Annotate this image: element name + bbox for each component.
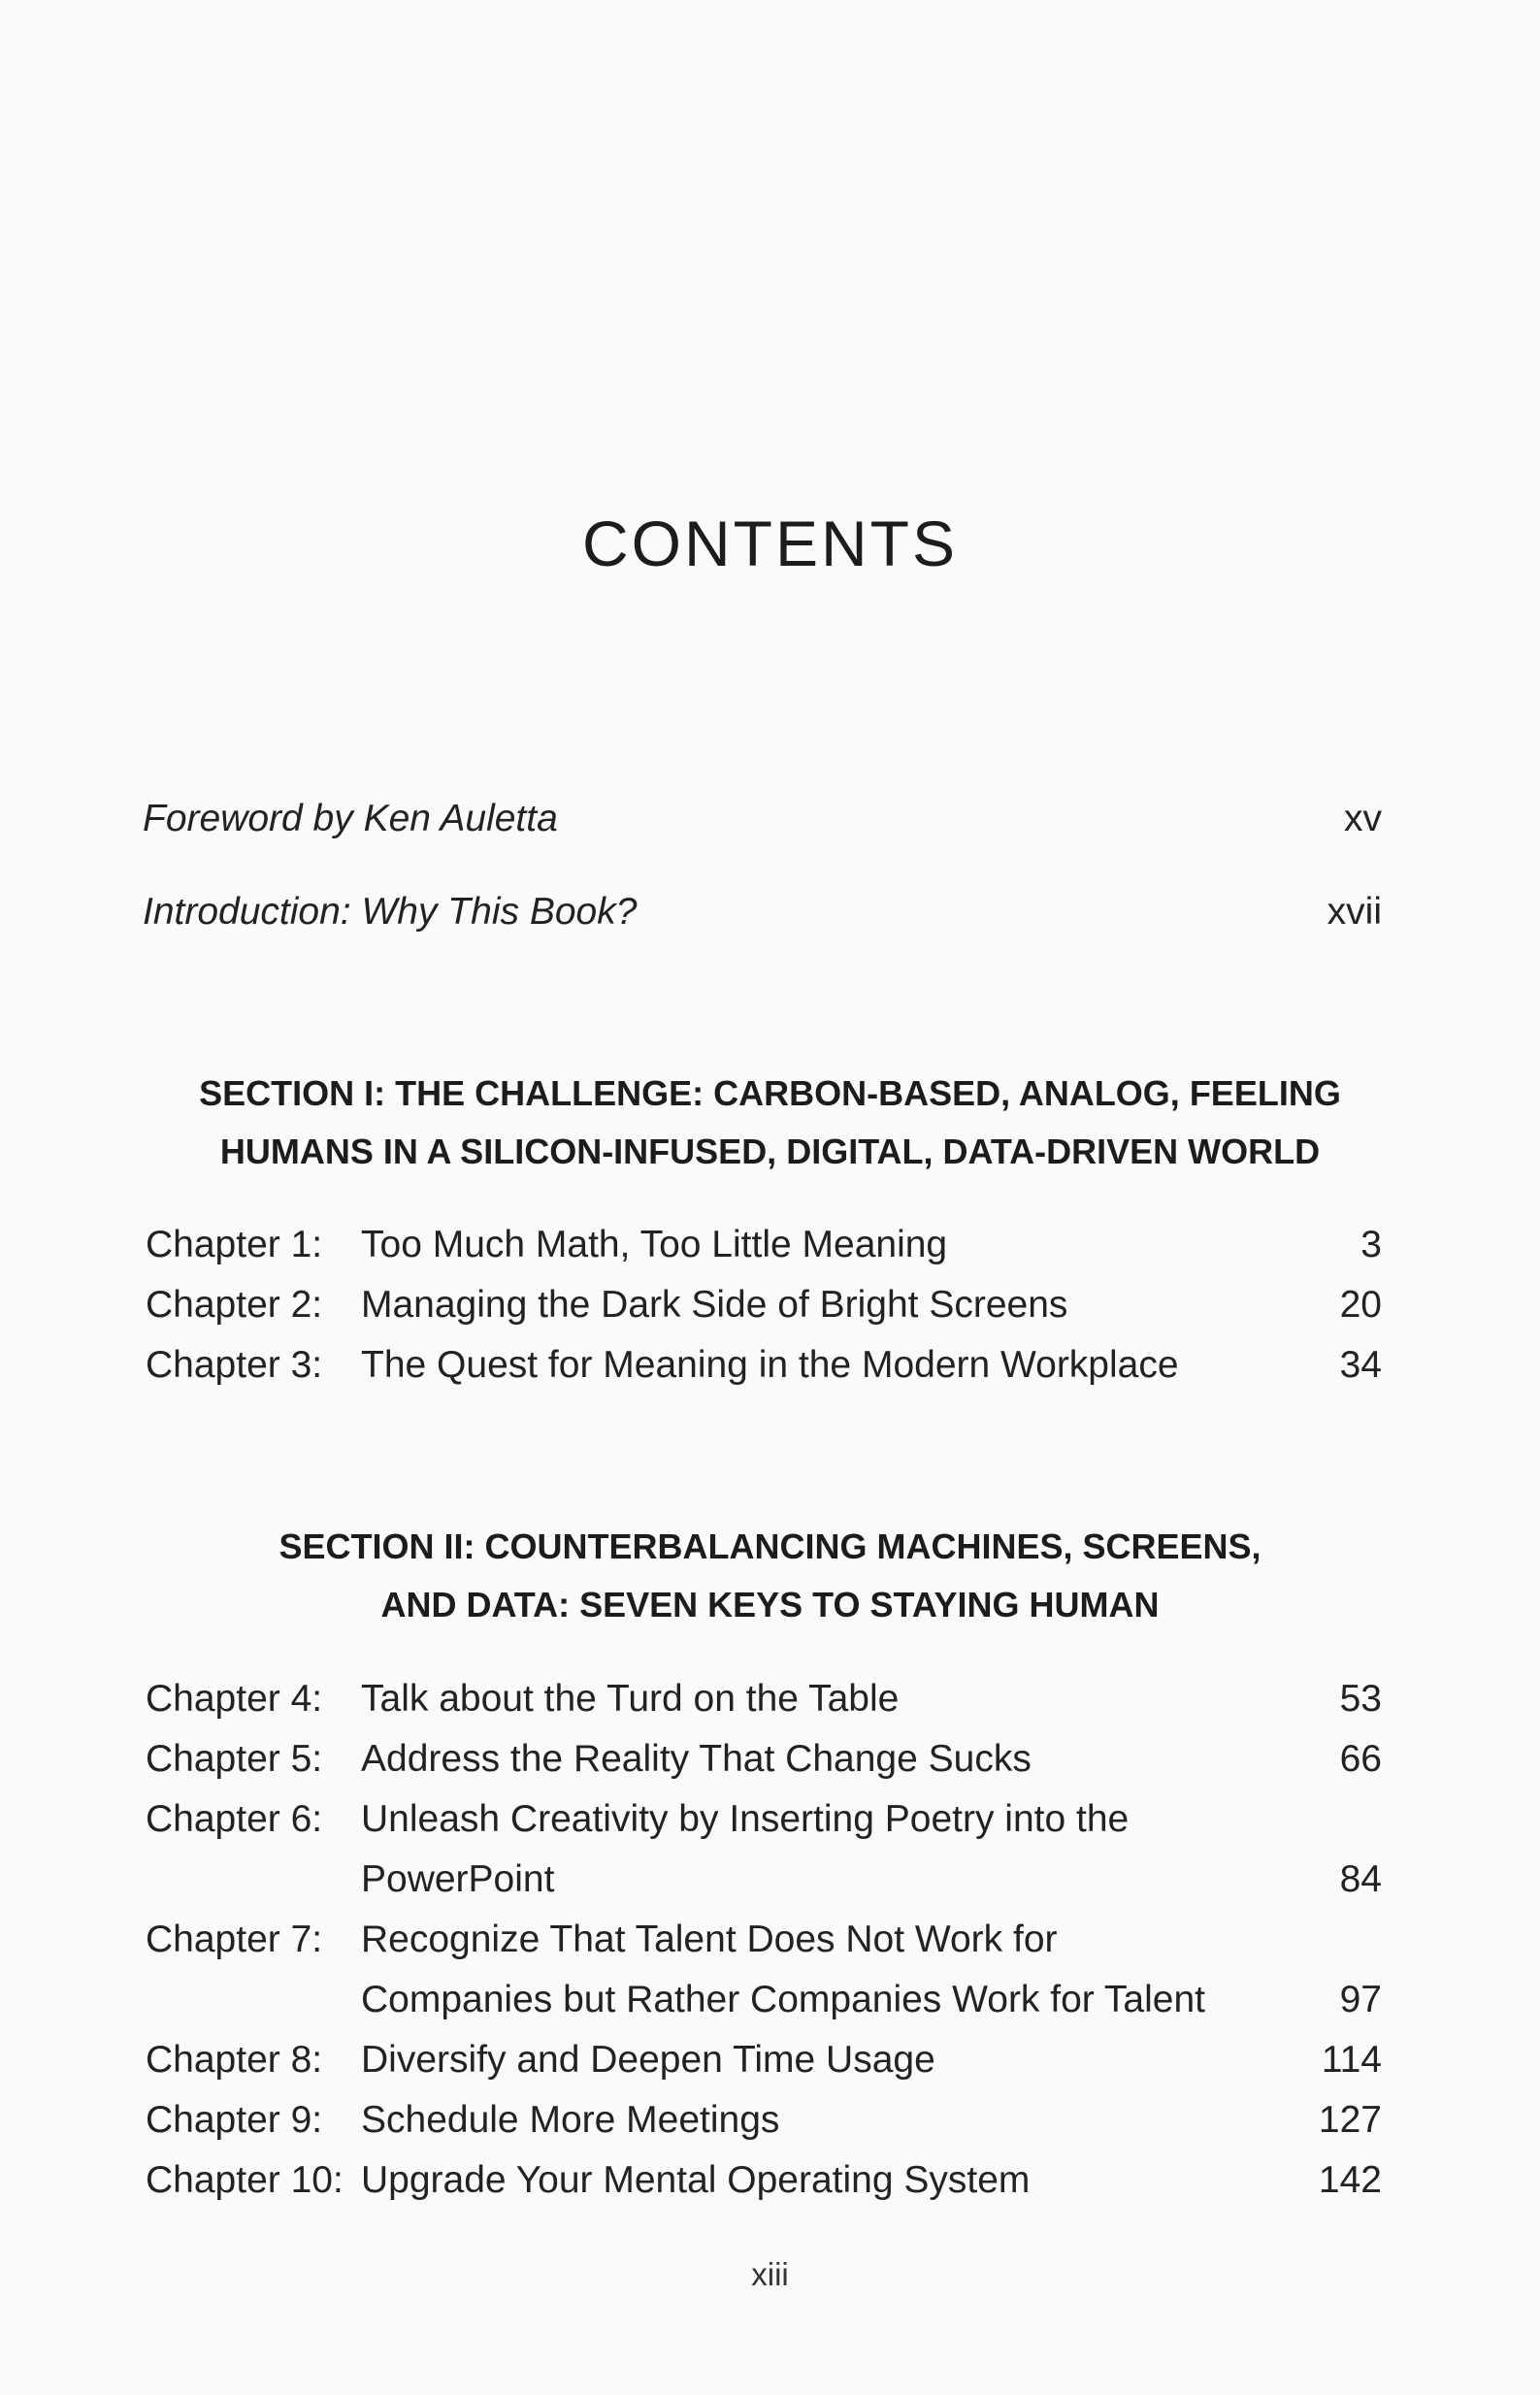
- chapter-title: Address the Reality That Change Sucks: [361, 1738, 1032, 1780]
- chapter-page: 127: [1318, 2099, 1382, 2141]
- section-heading-line: SECTION I: THE CHALLENGE: CARBON-BASED, ANALOG, FEELING: [199, 1073, 1341, 1113]
- chapter-title: Too Much Math, Too Little Meaning: [361, 1224, 948, 1265]
- chapter-page: 3: [1360, 1224, 1382, 1265]
- chapter-entry: [146, 1669, 1382, 1729]
- toc-entry-label: Foreword by Ken Auletta: [143, 798, 558, 839]
- chapter-number: Chapter 4:: [146, 1678, 323, 1720]
- chapter-number: Chapter 3:: [146, 1344, 323, 1386]
- chapter-number: Chapter 6:: [146, 1798, 323, 1840]
- chapter-title: Managing the Dark Side of Bright Screens: [361, 1284, 1068, 1326]
- toc-entry-label: Introduction: Why This Book?: [143, 891, 638, 933]
- section-heading-1: [0, 1065, 1540, 1181]
- chapter-entry: [146, 1729, 1382, 1789]
- chapter-number: Chapter 1:: [146, 1224, 323, 1265]
- chapter-entry: [146, 2030, 1382, 2090]
- chapter-page: 142: [1318, 2159, 1382, 2201]
- chapter-title: Schedule More Meetings: [361, 2099, 780, 2141]
- chapter-title: The Quest for Meaning in the Modern Workplace: [361, 1344, 1179, 1386]
- chapter-entry: [146, 1275, 1382, 1335]
- toc-entry-page: xv: [1344, 798, 1382, 839]
- chapter-title: Recognize That Talent Does Not Work for Companies but Rather Companies Work for Talent: [361, 1919, 1205, 2020]
- chapter-title: Unleash Creativity by Inserting Poetry into the PowerPoint: [361, 1798, 1130, 1900]
- chapter-number: Chapter 7:: [146, 1919, 323, 1960]
- chapter-title: Diversify and Deepen Time Usage: [361, 2039, 935, 2081]
- chapter-page: 34: [1339, 1344, 1382, 1386]
- chapter-entry: [146, 1335, 1382, 1395]
- chapter-page: 114: [1321, 2039, 1382, 2081]
- chapter-list-section-1: [146, 1215, 1382, 1395]
- chapter-entry: [146, 1789, 1382, 1910]
- chapter-number: Chapter 2:: [146, 1284, 323, 1326]
- section-heading-line: HUMANS IN A SILICON-INFUSED, DIGITAL, DATA-DRIVEN WORLD: [219, 1132, 1321, 1171]
- chapter-page: 97: [1339, 1979, 1382, 2020]
- chapter-page: 53: [1339, 1678, 1382, 1720]
- chapter-page: 66: [1339, 1738, 1382, 1780]
- chapter-number: Chapter 8:: [146, 2039, 323, 2081]
- chapter-number: Chapter 9:: [146, 2099, 323, 2141]
- section-heading-line: SECTION II: COUNTERBALANCING MACHINES, SCREENS,: [279, 1526, 1261, 1566]
- chapter-entry: [146, 2090, 1382, 2150]
- page-number: xiii: [751, 2256, 789, 2292]
- chapter-title: Talk about the Turd on the Table: [361, 1678, 900, 1720]
- chapter-entry: [146, 2150, 1382, 2211]
- chapter-title: Upgrade Your Mental Operating System: [361, 2159, 1031, 2201]
- chapter-number: Chapter 5:: [146, 1738, 323, 1780]
- section-heading-line: AND DATA: SEVEN KEYS TO STAYING HUMAN: [380, 1585, 1160, 1624]
- chapter-entry: [146, 1215, 1382, 1275]
- chapter-entry: [146, 1910, 1382, 2030]
- chapter-page: 84: [1339, 1858, 1382, 1900]
- chapter-page: 20: [1339, 1284, 1382, 1326]
- toc-entry-page: xvii: [1327, 891, 1382, 933]
- section-heading-2: [0, 1518, 1540, 1634]
- chapter-list-section-2: [146, 1669, 1382, 2211]
- page-title: CONTENTS: [582, 508, 958, 579]
- chapter-number: Chapter 10:: [146, 2159, 344, 2201]
